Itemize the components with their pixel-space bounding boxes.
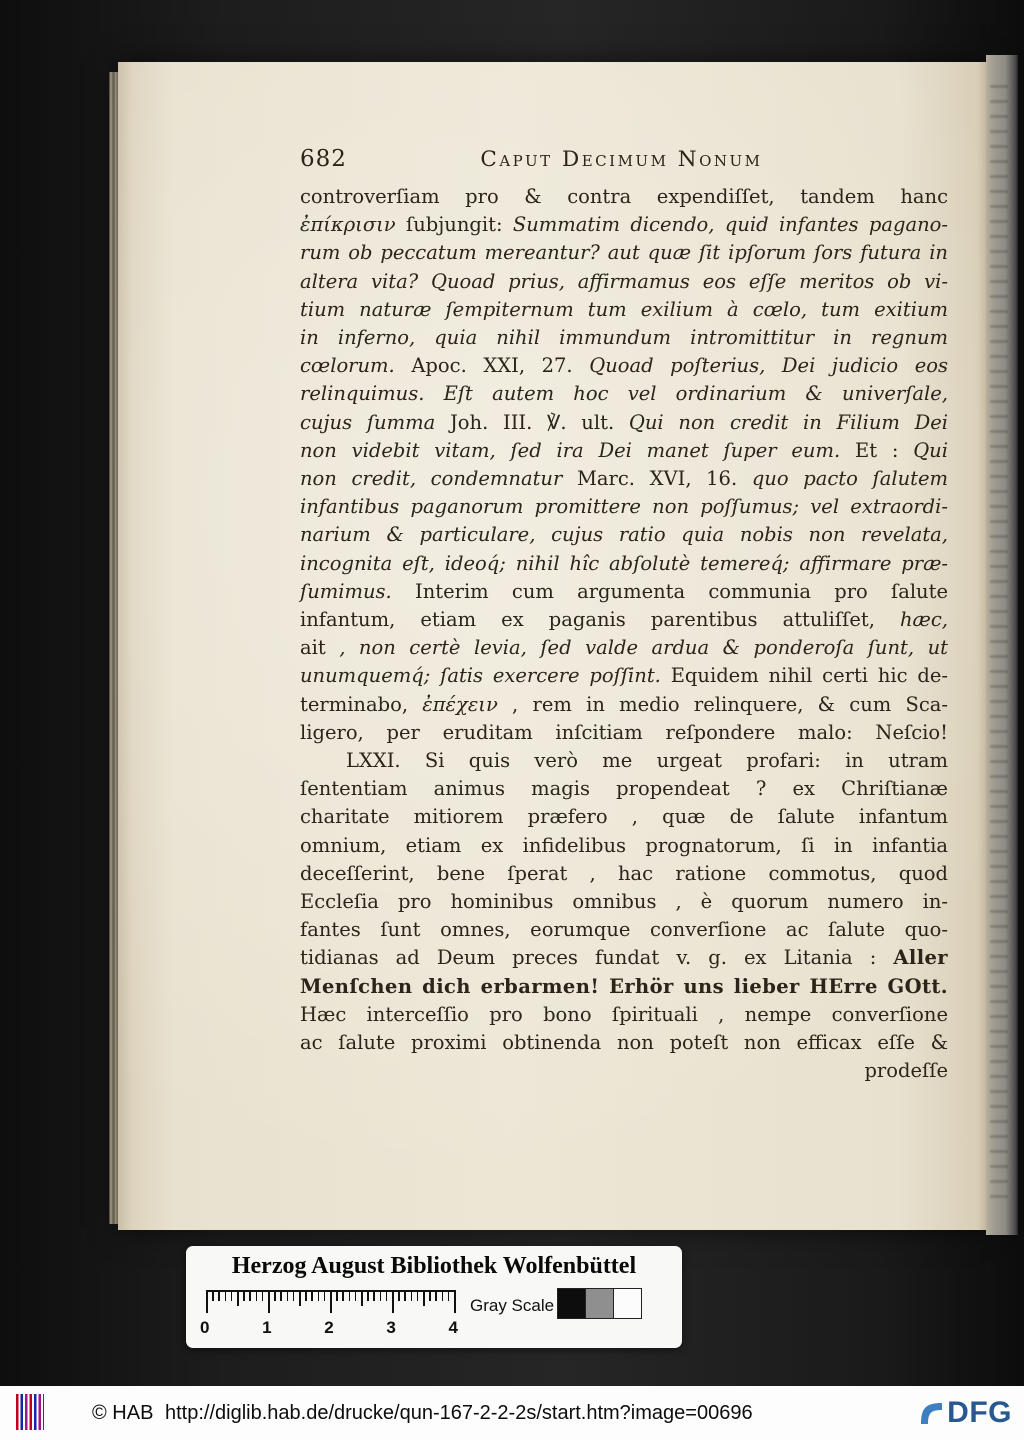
text-line: terminabo, ἐπέχειν , rem in medio relinquere, & cum Sca- bbox=[300, 692, 948, 716]
text-line: rum ob peccatum mereantur? aut quæ ſit ipſorum ſors futura in bbox=[300, 241, 948, 265]
library-name: Herzog August Bibliothek Wolfenbüttel bbox=[231, 1253, 637, 1279]
text-line: non credit, condemnatur Marc. XVI, 16. quo pacto ſalutem bbox=[300, 467, 948, 491]
swatch-black bbox=[557, 1288, 586, 1319]
text-line: ac ſalute proximi obtinenda non poteſt non efficax eſſe & bbox=[300, 1031, 948, 1055]
text-line: altera vita? Quoad prius, affirmamus eos eſſe meritos ob vi- bbox=[300, 269, 948, 293]
text-line: unumquemq́; ſatis exercere poſſint. Equidem nihil certi hic de- bbox=[300, 664, 948, 688]
text-line: ſententiam animus magis propendeat ? ex Chriſtianæ bbox=[300, 777, 948, 801]
text-line: ait , non certè levia, ſed valde ardua & ponderoſa ſunt, ut bbox=[300, 636, 948, 660]
text-line: controverſiam pro & contra expendiſſet, tandem hanc bbox=[300, 185, 948, 208]
text-line: tidianas ad Deum preces fundat v. g. ex Litania : Aller bbox=[300, 946, 948, 970]
footer-bar bbox=[0, 1386, 1024, 1440]
text-line: LXXI. Si quis verò me urgeat profari: in utram bbox=[346, 749, 948, 773]
text-line: Eccleſia pro hominibus omnibus , è quorum numero in- bbox=[300, 890, 948, 914]
ruler-number: 2 bbox=[324, 1318, 334, 1337]
text-line: in inferno, quia nihil immundum intromittitur in regnum bbox=[300, 326, 948, 350]
color-calibration-icon bbox=[16, 1394, 44, 1433]
text-line: deceſſerint, bene ſperat , hac ratione commotus, quod bbox=[300, 861, 948, 885]
gray-scale-swatches bbox=[558, 1288, 642, 1319]
ruler-number: 1 bbox=[262, 1318, 272, 1337]
text-line: cœlorum. Apoc. XXI, 27. Quoad poſterius, Dei judicio eos bbox=[300, 354, 948, 378]
text-line: narium & particulare, cujus ratio quia nobis non revelata, bbox=[300, 523, 948, 547]
text-line: tium naturæ ſempiternum tum exilium à cœlo, tum exitium bbox=[300, 297, 948, 321]
swatch-gray bbox=[585, 1288, 614, 1319]
footer-copyright: © HAB bbox=[92, 1401, 154, 1424]
ruler-numbers bbox=[200, 1318, 458, 1338]
text-line: infantibus paganorum promittere non poſſumus; vel extraordi- bbox=[300, 495, 948, 519]
dfg-logo-text: DFG bbox=[947, 1396, 1012, 1429]
text-line: prodeſſe bbox=[864, 1059, 948, 1083]
page-number: 682 bbox=[300, 146, 347, 172]
text-line: fantes ſunt omnes, eorumque converſione ac ſalute quo- bbox=[300, 918, 948, 942]
text-line: omnium, etiam ex infidelibus prognatorum, ſi in infantia bbox=[300, 833, 948, 857]
footer-url: http://diglib.hab.de/drucke/qun-167-2-2-2s/start.htm?image=00696 bbox=[164, 1401, 753, 1424]
book-page bbox=[118, 62, 986, 1230]
footer-caption bbox=[92, 1402, 753, 1425]
text-line: charitate mitiorem præfero , quæ de ſalute infantum bbox=[300, 805, 948, 829]
page-header bbox=[300, 146, 948, 176]
show-through-text bbox=[990, 85, 1008, 1205]
text-line: non videbit vitam, ſed ira Dei manet ſuper eum. Et : Qui bbox=[300, 438, 948, 462]
calibration-card bbox=[186, 1246, 682, 1348]
ruler-number: 3 bbox=[386, 1318, 396, 1337]
page-inner bbox=[118, 62, 986, 1230]
text-line: Menſchen dich erbarmen! Erhör uns lieber HErre GOtt. bbox=[300, 974, 948, 998]
page-text bbox=[300, 183, 948, 1086]
text-line: ſumimus. Interim cum argumenta communia pro ſalute bbox=[300, 579, 948, 603]
ruler-number: 4 bbox=[448, 1318, 458, 1337]
text-line: cujus ſumma Joh. III. ℣. ult. Qui non credit in Filium Dei bbox=[300, 410, 949, 434]
gray-scale-label: Gray Scale bbox=[470, 1296, 555, 1315]
next-page-edge bbox=[986, 55, 1018, 1235]
dfg-logo bbox=[918, 1396, 1012, 1430]
ruler-number: 0 bbox=[200, 1318, 210, 1337]
ruler bbox=[206, 1290, 456, 1316]
text-line: relinquimus. Eſt autem hoc vel ordinarium & univerſale, bbox=[300, 382, 948, 406]
text-line: infantum, etiam ex paganis parentibus attuliſſet, hæc, bbox=[300, 608, 948, 632]
text-line: ἐπίκρισιν ſubjungit: Summatim dicendo, quid infantes pagano- bbox=[300, 213, 948, 237]
dfg-swoosh-icon bbox=[918, 1399, 944, 1427]
text-line: Hæc interceſſio pro bono ſpirituali , nempe converſione bbox=[300, 1002, 948, 1026]
text-line: incognita eſt, ideoq́; nihil hîc abſolutè temereq́; affirmare præ- bbox=[300, 551, 948, 575]
text-line: ligero, per eruditam inſcitiam reſpondere malo: Neſcio! bbox=[300, 720, 948, 744]
swatch-white bbox=[613, 1288, 642, 1319]
running-header: Caput Decimum Nonum bbox=[480, 147, 763, 172]
